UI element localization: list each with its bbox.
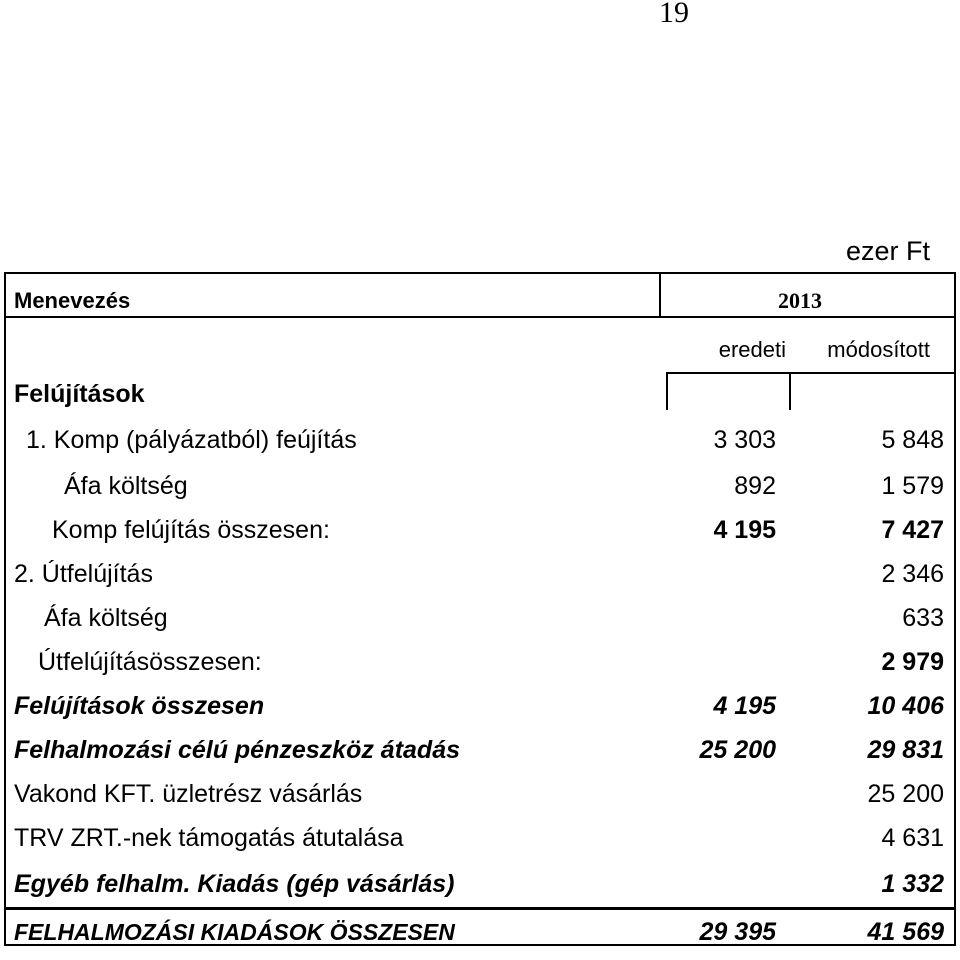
header-eredeti: eredeti <box>718 337 786 362</box>
header-year: 2013 <box>778 288 822 313</box>
table-row <box>0 596 960 640</box>
column-divider <box>659 272 661 317</box>
table-row <box>0 640 960 684</box>
table-row <box>0 418 960 462</box>
table-row <box>0 772 960 816</box>
value-modositott: 4 631 <box>881 824 944 852</box>
value-eredeti: 892 <box>734 472 776 500</box>
value-eredeti: 3 303 <box>713 426 776 454</box>
row-label: 2. Útfelújítás <box>14 560 153 588</box>
value-modositott: 2 979 <box>881 648 944 676</box>
table-row <box>0 728 960 772</box>
header-name: Menevezés <box>14 288 131 313</box>
value-modositott: 2 346 <box>881 560 944 588</box>
row-label: Felhalmozási célú pénzeszköz átadás <box>14 736 460 764</box>
row-label: Komp felújítás összesen: <box>52 516 330 544</box>
header-modositott: módosított <box>827 337 930 362</box>
value-eredeti: 4 195 <box>713 516 776 544</box>
value-modositott: 29 831 <box>867 736 944 764</box>
value-modositott: 1 579 <box>881 472 944 500</box>
total-eredeti: 29 395 <box>699 918 776 946</box>
total-row <box>0 910 960 954</box>
table-row <box>0 552 960 596</box>
row-label: Áfa költség <box>64 472 188 500</box>
row-label: Útfelújításösszesen: <box>38 648 262 676</box>
value-modositott: 1 332 <box>881 870 944 898</box>
value-modositott: 5 848 <box>881 426 944 454</box>
row-label: TRV ZRT.-nek támogatás átutalása <box>14 824 404 852</box>
header-divider <box>4 316 956 318</box>
value-modositott: 10 406 <box>867 692 944 720</box>
page-number: 19 <box>659 0 689 29</box>
row-label: Felújítások <box>14 380 145 408</box>
row-label: Felújítások összesen <box>14 692 265 720</box>
row-label: Áfa költség <box>44 604 168 632</box>
row-label: 1. Komp (pályázatból) feújítás <box>26 426 357 454</box>
table-row <box>0 684 960 728</box>
value-eredeti: 4 195 <box>713 692 776 720</box>
unit-label: ezer Ft <box>845 236 930 266</box>
table-row <box>0 862 960 906</box>
table-row <box>0 464 960 508</box>
total-label: FELHALMOZÁSI KIADÁSOK ÖSSZESEN <box>14 919 455 945</box>
value-eredeti: 25 200 <box>699 736 776 764</box>
row-label: Vakond KFT. üzletrész vásárlás <box>14 780 363 808</box>
table-row <box>0 816 960 860</box>
value-modositott: 7 427 <box>881 516 944 544</box>
total-modositott: 41 569 <box>867 918 944 946</box>
value-modositott: 25 200 <box>867 780 944 808</box>
row-label: Egyéb felhalm. Kiadás (gép vásárlás) <box>14 870 455 898</box>
table-row <box>0 508 960 552</box>
value-modositott: 633 <box>902 604 944 632</box>
table-row <box>0 372 960 416</box>
